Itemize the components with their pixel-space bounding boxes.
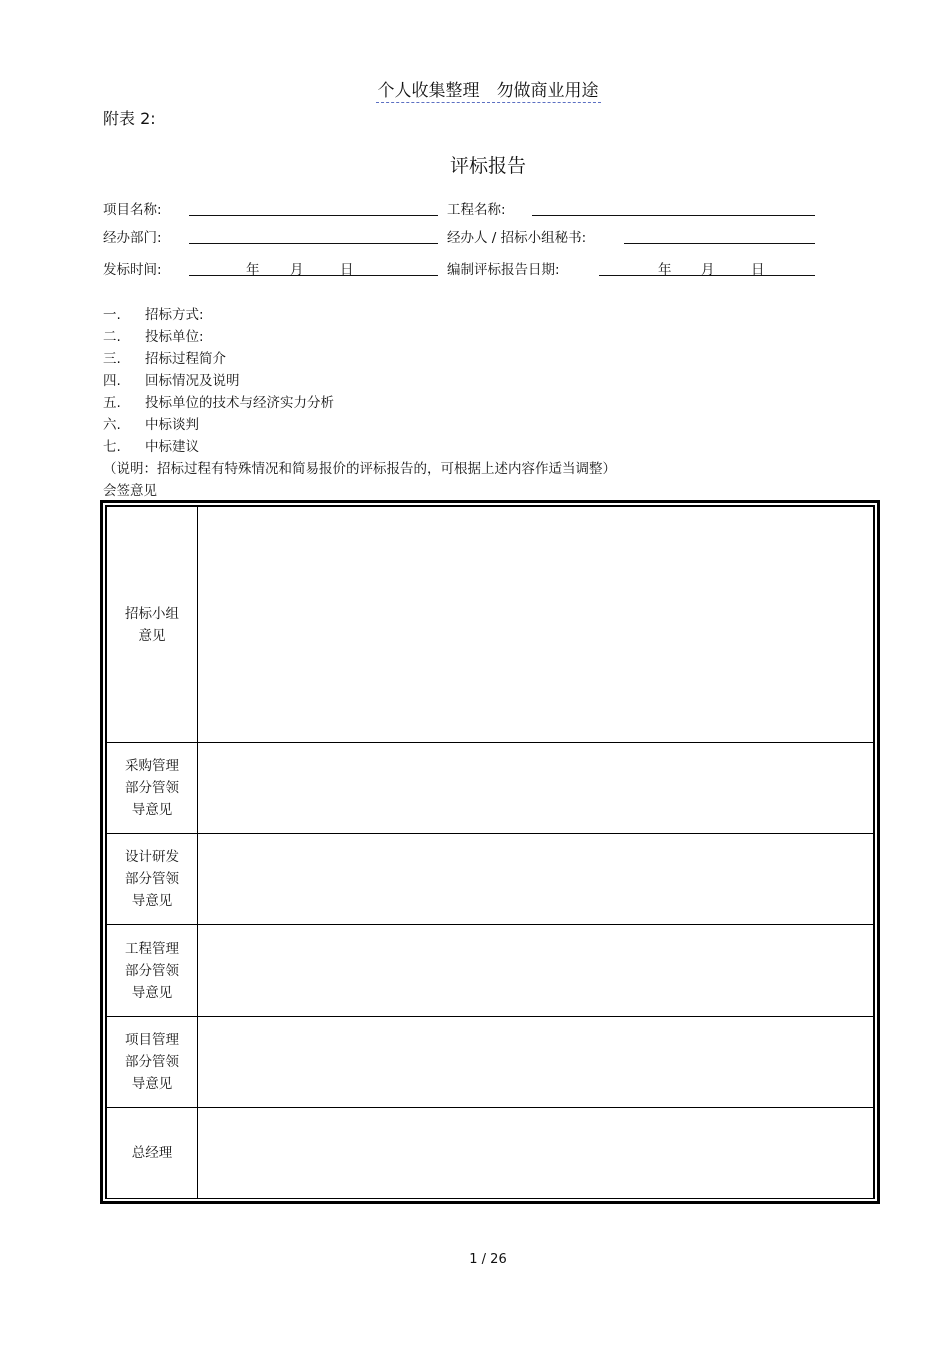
page-number: 1 / 26 xyxy=(469,1252,507,1267)
opinion-cell[interactable] xyxy=(198,1108,874,1199)
row-label: 采购管理 部分管领 导意见 xyxy=(107,743,198,834)
report-year-label: 年 xyxy=(658,262,672,278)
section-item: 二. 投标单位: xyxy=(103,329,204,345)
opinion-cell[interactable] xyxy=(198,1017,874,1108)
table-row xyxy=(107,507,874,743)
bid-year-label: 年 xyxy=(246,262,260,278)
opinion-cell[interactable] xyxy=(198,834,874,925)
section-item: 三. 招标过程简介 xyxy=(103,351,226,367)
appendix-label: 附表 2: xyxy=(103,109,156,128)
countersign-label: 会签意见 xyxy=(103,483,157,499)
engineering-name-field[interactable] xyxy=(532,215,815,216)
row-label: 总经理 xyxy=(107,1108,198,1199)
bid-month-label: 月 xyxy=(290,262,304,278)
report-month-label: 月 xyxy=(701,262,715,278)
report-day-label: 日 xyxy=(751,262,765,278)
handler-field[interactable] xyxy=(624,243,815,244)
section-item: 四. 回标情况及说明 xyxy=(103,373,240,389)
department-label: 经办部门: xyxy=(103,230,162,246)
section-item: 五. 投标单位的技术与经济实力分析 xyxy=(103,395,334,411)
handler-label: 经办人 / 招标小组秘书: xyxy=(447,230,587,246)
header-text: 个人收集整理 勿做商业用途 xyxy=(377,81,599,101)
bid-time-field[interactable] xyxy=(189,275,438,276)
section-item: 七. 中标建议 xyxy=(103,439,199,455)
opinion-cell[interactable] xyxy=(198,743,874,834)
row-label: 招标小组 意见 xyxy=(107,507,198,743)
note-text: （说明：招标过程有特殊情况和简易报价的评标报告的，可根据上述内容作适当调整） xyxy=(103,461,616,477)
table-row xyxy=(107,1017,874,1108)
table-row xyxy=(107,834,874,925)
row-label: 设计研发 部分管领 导意见 xyxy=(107,834,198,925)
section-item: 一. 招标方式: xyxy=(103,307,204,323)
row-label: 项目管理 部分管领 导意见 xyxy=(107,1017,198,1108)
page-title: 评标报告 xyxy=(449,155,526,177)
table-row xyxy=(107,925,874,1017)
opinion-cell[interactable] xyxy=(198,507,874,743)
opinion-cell[interactable] xyxy=(198,925,874,1017)
department-field[interactable] xyxy=(189,243,438,244)
project-name-label: 项目名称: xyxy=(103,202,162,218)
report-date-label: 编制评标报告日期: xyxy=(447,262,560,278)
row-label: 工程管理 部分管领 导意见 xyxy=(107,925,198,1017)
countersign-table xyxy=(106,506,874,1199)
page-header xyxy=(0,76,950,101)
project-name-field[interactable] xyxy=(189,215,438,216)
table-row xyxy=(107,743,874,834)
bid-time-label: 发标时间: xyxy=(103,262,162,278)
section-item: 六. 中标谈判 xyxy=(103,417,199,433)
engineering-name-label: 工程名称: xyxy=(447,202,506,218)
table-row xyxy=(107,1108,874,1199)
bid-day-label: 日 xyxy=(340,262,354,278)
